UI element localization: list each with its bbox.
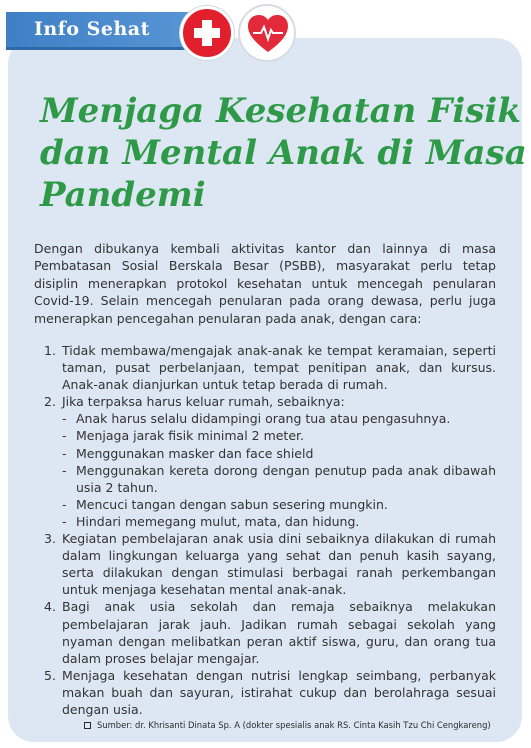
- source-note: [84, 720, 524, 730]
- title-line-2: dan Mental Anak di Masa: [40, 133, 527, 173]
- list-text: Tidak membawa/mengajak anak-anak ke tempat keramaian, seperti taman, pusat perbelanjaan, tempat penitipan anak, dan kursus. Anak-anak dianjurkan untuk tetap berada di rumah.: [62, 343, 496, 393]
- sub-list: [62, 410, 496, 530]
- sub-item: - Menggunakan masker dan face shield: [62, 445, 314, 461]
- title-line-1: Menjaga Kesehatan Fisik: [40, 91, 521, 131]
- list-item-4: [34, 598, 496, 666]
- medical-cross-icon: [180, 6, 234, 60]
- tips-list: [34, 342, 496, 718]
- title-line-3: Pandemi: [40, 175, 206, 215]
- sub-item: - Hindari memegang mulut, mata, dan hidung.: [62, 513, 360, 529]
- sub-item: - Mencuci tangan dengan sabun sesering mungkin.: [62, 496, 388, 512]
- list-item-2: [34, 393, 496, 530]
- source-text: Sumber: dr. Khrisanti Dinata Sp. A (dokter spesialis anak RS. Cinta Kasih Tzu Chi Cengkareng): [97, 720, 491, 730]
- list-text: Kegiatan pembelajaran anak usia dini sebaiknya dilakukan di rumah dalam lingkungan keluarga yang sehat dan penuh kasih sayang, serta dilakukan dengan stimulasi berbagai ranah perkembangan untuk menjaga kesehatan mental anak-anak.: [62, 531, 496, 598]
- section-label: Info Sehat: [34, 18, 150, 40]
- sub-item: - Anak harus selalu didampingi orang tua atau pengasuhnya.: [62, 411, 451, 427]
- list-item-5: [34, 667, 496, 718]
- list-item-3: [34, 530, 496, 598]
- list-number: 1.: [44, 343, 56, 358]
- list-text: Jika terpaksa harus keluar rumah, sebaiknya:: [62, 394, 345, 410]
- list-number: 5.: [44, 667, 56, 683]
- list-number: 4.: [44, 599, 56, 615]
- list-item-1: [34, 342, 496, 393]
- intro-paragraph: Dengan dibukanya kembali aktivitas kantor dan lainnya di masa Pembatasan Sosial Berskala Besar (PSBB), masyarakat perlu tetap disiplin menerapkan protokol kesehatan untuk mencegah penularan Covid-19. Selain mencegah penularan pada orang dewasa, perlu juga menerapkan pencegahan penularan pada anak, dengan cara:: [34, 241, 496, 326]
- heart-pulse-icon: [238, 4, 296, 62]
- sub-item: - Menjaga jarak fisik minimal 2 meter.: [62, 428, 304, 444]
- list-number: 3.: [44, 531, 56, 547]
- list-number: 2.: [44, 394, 56, 410]
- sub-item: - Menggunakan kereta dorong dengan penutup pada anak dibawah usia 2 tahun.: [62, 462, 496, 495]
- checkbox-bullet-icon: [84, 722, 91, 729]
- article-title: [40, 90, 527, 216]
- list-text: Menjaga kesehatan dengan nutrisi lengkap seimbang, perbanyak makan buah dan sayuran, istirahat cukup dan berolahraga sesuai dengan usia.: [62, 667, 496, 717]
- list-text: Bagi anak usia sekolah dan remaja sebaiknya melakukan pembelajaran jarak jauh. Jadikan rumah sebagai sekolah yang nyaman dengan melibatkan peran aktif siswa, guru, dan orang tua dalam proses belajar mengajar.: [62, 599, 496, 666]
